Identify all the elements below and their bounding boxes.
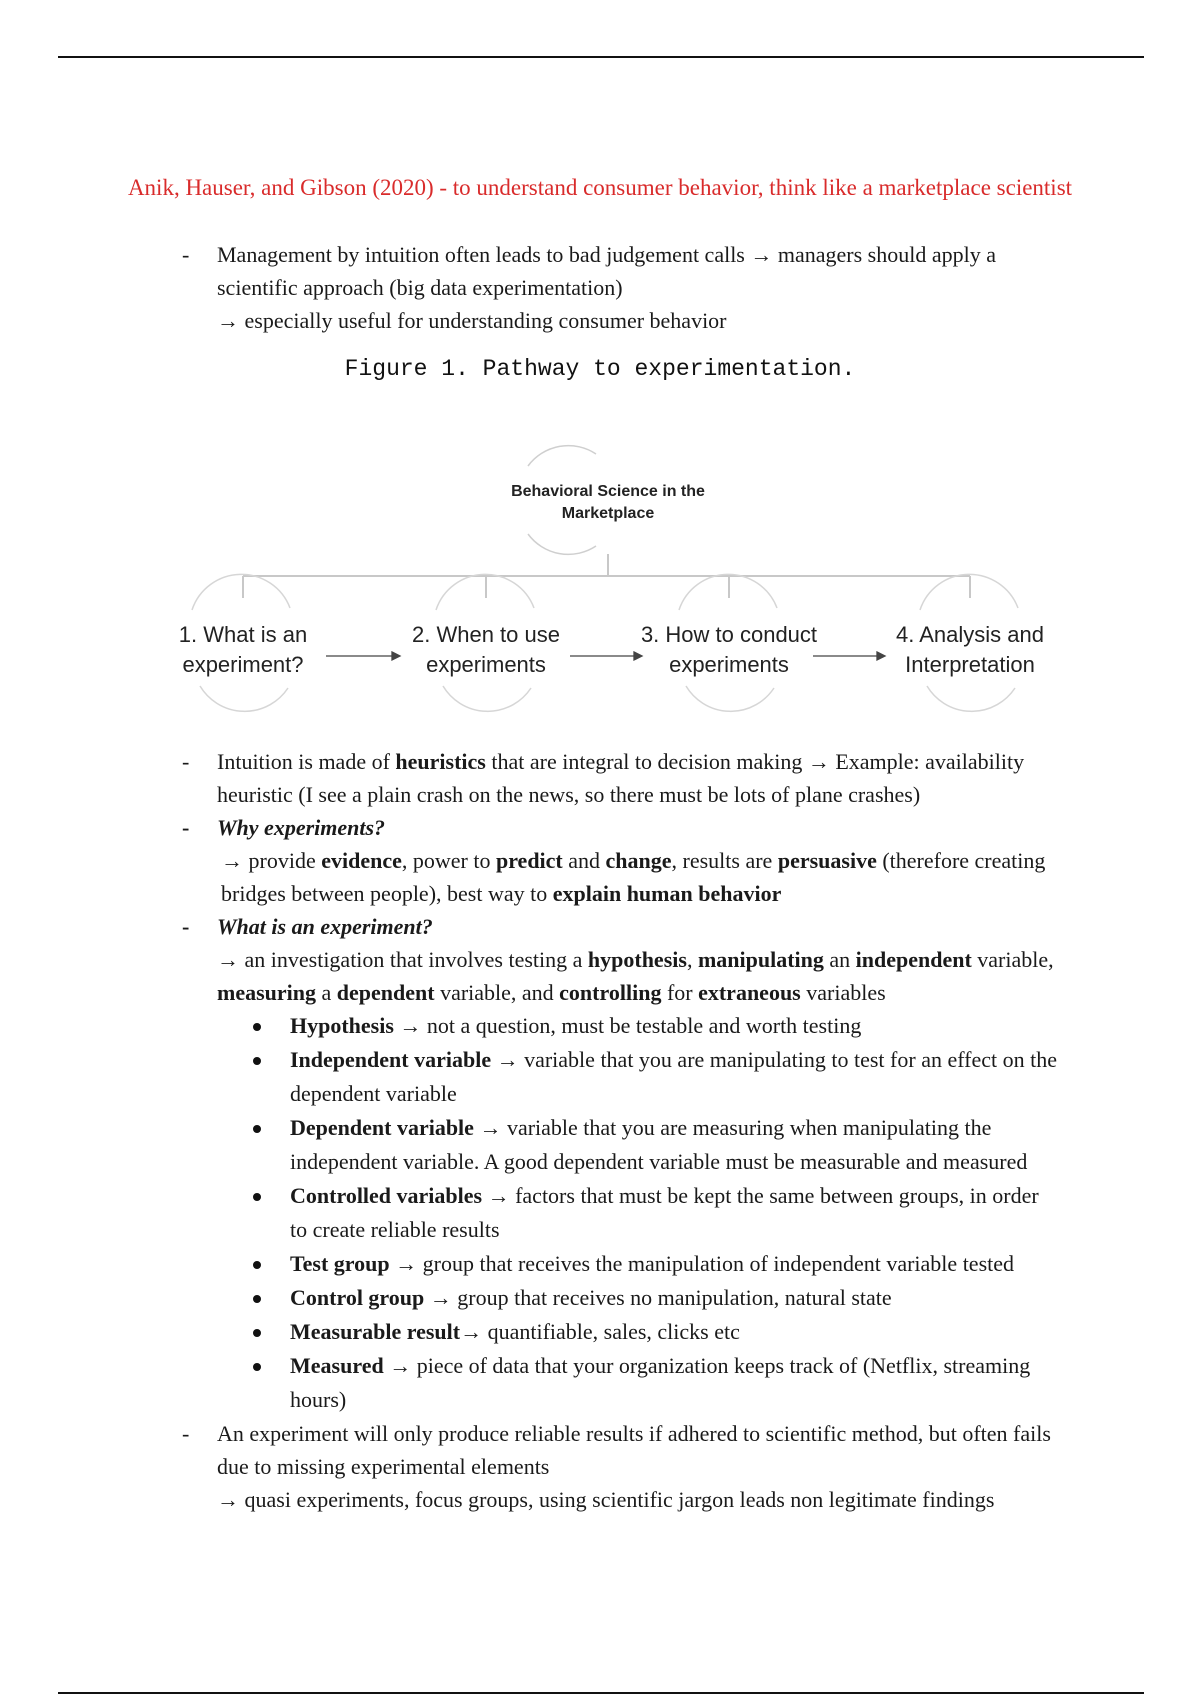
bullet-text: → quantifiable, sales, clicks etc (460, 1319, 740, 1344)
text-run: , (686, 947, 698, 972)
bullet-dot (253, 1329, 261, 1337)
dash-marker: - (182, 242, 190, 267)
bold-term: independent (855, 947, 972, 972)
list-item-why (0, 811, 1200, 910)
bullet-text: → group that receives the manipulation of independent variable tested (389, 1251, 1015, 1276)
bullet-dot (253, 1057, 261, 1065)
step-1-line1: 1. What is an (178, 622, 308, 647)
list-item-what (0, 910, 1200, 1009)
bullet-text: → factors that must be kept the same between groups, in order to create reliable results (290, 1183, 1039, 1242)
bullet-term: Independent variable (290, 1047, 492, 1072)
step-4-line1: 4. Analysis and (896, 622, 1044, 647)
text-run: variables (800, 980, 886, 1005)
why-heading: Why experiments? (217, 815, 386, 840)
bold-term: measuring (217, 980, 316, 1005)
text-run: variable, and (434, 980, 560, 1005)
bullet-item (0, 1043, 1200, 1111)
step-2-line1: 2. When to use (412, 622, 560, 647)
bullet-dot (253, 1295, 261, 1303)
bold-term: dependent (336, 980, 435, 1005)
text-run: , results are (671, 848, 778, 873)
bullet-item (0, 1247, 1200, 1281)
bullet-text: → not a question, must be testable and worth testing (393, 1013, 862, 1038)
bold-term: hypothesis (587, 947, 687, 972)
text-run: Intuition is made of (217, 749, 396, 774)
bullet-dot (253, 1023, 261, 1031)
step-3-line2: experiments (669, 652, 789, 677)
closing-followup: → quasi experiments, focus groups, using scientific jargon leads non legitimate findings (217, 1487, 995, 1512)
text-run: for (661, 980, 699, 1005)
what-heading: What is an experiment? (217, 914, 433, 939)
bullet-text: → piece of data that your organization keeps track of (Netflix, streaming hours) (290, 1353, 1031, 1412)
definition-bullets (0, 1009, 1200, 1417)
figure-pathway (140, 346, 1060, 746)
step-3-line1: 3. How to conduct (640, 622, 818, 647)
bold-term: heuristics (395, 749, 486, 774)
figure-caption: Figure 1. Pathway to experimentation. (344, 356, 856, 382)
bold-term: controlling (559, 980, 662, 1005)
list-item (0, 238, 1200, 337)
bullet-dot (253, 1193, 261, 1201)
bullet-item (0, 1349, 1200, 1417)
bullet-item (0, 1179, 1200, 1247)
bullet-item (0, 1281, 1200, 1315)
intro-text: Management by intuition often leads to bad judgement calls → managers should apply a scientific approach (big data experimentation) (217, 242, 996, 300)
tree-connectors (243, 554, 970, 598)
dash-marker: - (182, 749, 190, 774)
section-title: Anik, Hauser, and Gibson (2020) - to understand consumer behavior, think like a marketplace scientist (127, 175, 1073, 200)
bullet-term: Test group (290, 1251, 390, 1276)
root-node (511, 446, 705, 555)
bullet-dot (253, 1125, 261, 1133)
bullet-term: Measurable result (290, 1319, 461, 1344)
step-1-line2: experiment? (182, 652, 304, 677)
bold-term: manipulating (697, 947, 824, 972)
text-run: variable, (971, 947, 1054, 972)
bold-term: evidence (321, 848, 402, 873)
step-arrows (326, 652, 885, 660)
text-run: that are integral to decision making → Example: availability heuristic (I see a plain crash on the news, so there must be lots of plane crashes) (217, 749, 1025, 807)
list-item-heuristics (0, 745, 1200, 811)
pathway-diagram (140, 346, 1060, 746)
bullet-text: → variable that you are measuring when manipulating the independent variable. A good dependent variable must be measurable and measured (290, 1115, 1028, 1174)
bold-term: predict (495, 848, 563, 873)
step-4-line2: Interpretation (905, 652, 1035, 677)
list-item-closing (0, 1417, 1200, 1516)
text-run: , power to (401, 848, 496, 873)
bullet-item (0, 1111, 1200, 1179)
bold-term: extraneous (698, 980, 801, 1005)
bullet-item (0, 1315, 1200, 1349)
notes-list (0, 745, 1200, 1516)
dash-marker: - (182, 914, 190, 939)
bullet-term: Control group (290, 1285, 425, 1310)
dash-marker: - (182, 815, 190, 840)
text-run: → an investigation that involves testing a (217, 947, 588, 972)
intro-list (0, 238, 1200, 337)
bullet-dot (253, 1261, 261, 1269)
bullet-text: → variable that you are manipulating to test for an effect on the dependent variable (290, 1047, 1057, 1106)
bullet-text: → group that receives no manipulation, natural state (424, 1285, 892, 1310)
bullet-item (0, 1009, 1200, 1043)
text-run: → provide (221, 848, 322, 873)
root-label-line2: Marketplace (561, 505, 655, 522)
intro-followup: → especially useful for understanding consumer behavior (217, 308, 727, 333)
bullet-term: Hypothesis (290, 1013, 394, 1038)
step-2-line2: experiments (426, 652, 546, 677)
bullet-term: Dependent variable (290, 1115, 474, 1140)
bullet-dot (253, 1363, 261, 1371)
text-run: an (823, 947, 856, 972)
text-run: (therefore creating bridges between people), best way to (221, 848, 1046, 906)
root-label-line1: Behavioral Science in the (511, 483, 705, 500)
text-run: and (562, 848, 606, 873)
bold-term: change (605, 848, 672, 873)
top-rule (58, 56, 1144, 58)
bullet-term: Controlled variables (290, 1183, 483, 1208)
bullet-term: Measured (290, 1353, 384, 1378)
dash-marker: - (182, 1421, 190, 1446)
text-run: a (316, 980, 337, 1005)
closing-text: An experiment will only produce reliable results if adhered to scientific method, but often fails due to missing experimental elements (217, 1421, 1051, 1479)
bold-term: persuasive (777, 848, 877, 873)
bottom-rule (58, 1692, 1144, 1694)
bold-term: explain human behavior (552, 881, 782, 906)
